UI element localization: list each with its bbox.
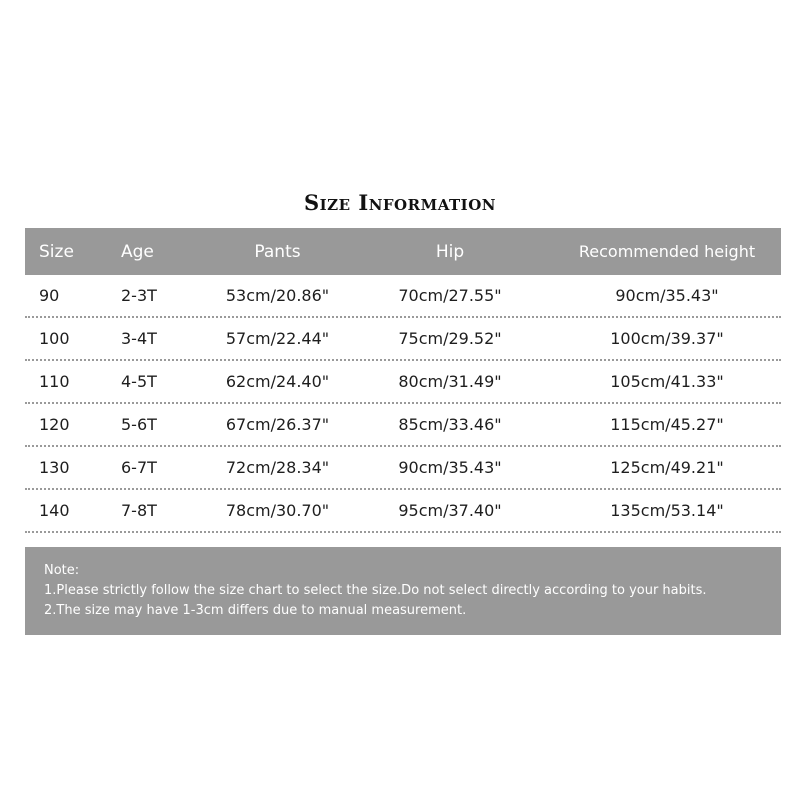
- table-row: [25, 490, 781, 533]
- cell-recommended-height: 100cm/39.37": [610, 328, 724, 348]
- header-hip: Hip: [435, 241, 465, 262]
- cell-pants: 67cm/26.37": [225, 415, 330, 434]
- page-title: Size Information: [304, 190, 496, 215]
- header-recommended-height: Recommended height: [578, 241, 756, 261]
- table-body: [25, 275, 781, 533]
- cell-recommended-height: 135cm/53.14": [610, 500, 724, 520]
- cell-pants: 57cm/22.44": [225, 329, 330, 348]
- cell-recommended-height: 115cm/45.27": [610, 414, 724, 434]
- cell-age: 7-8T: [121, 501, 157, 520]
- cell-age: 3-4T: [121, 329, 157, 348]
- cell-pants: 78cm/30.70": [225, 501, 330, 520]
- size-table: [25, 228, 781, 533]
- table-header: [25, 228, 781, 275]
- cell-age: 2-3T: [121, 286, 157, 305]
- cell-recommended-height: 90cm/35.43": [615, 285, 719, 305]
- cell-age: 6-7T: [121, 458, 157, 477]
- table-row: [25, 318, 781, 361]
- cell-pants: 62cm/24.40": [225, 372, 330, 391]
- note-box: [25, 547, 781, 635]
- cell-size: 90: [39, 286, 60, 305]
- header-size: Size: [39, 241, 74, 262]
- cell-size: 130: [39, 458, 70, 477]
- cell-age: 5-6T: [121, 415, 157, 434]
- cell-hip: 90cm/35.43": [398, 458, 502, 477]
- cell-age: 4-5T: [121, 372, 157, 391]
- cell-hip: 80cm/31.49": [398, 372, 502, 391]
- cell-recommended-height: 105cm/41.33": [610, 371, 724, 391]
- note-line-1: 1.Please strictly follow the size chart to select the size.Do not select directly according to your habits.: [44, 583, 707, 598]
- table-row: [25, 275, 781, 318]
- note-line-2: 2.The size may have 1-3cm differs due to manual measurement.: [44, 603, 467, 618]
- table-row: [25, 361, 781, 404]
- cell-size: 100: [39, 329, 70, 348]
- cell-pants: 72cm/28.34": [225, 458, 330, 477]
- header-pants: Pants: [254, 241, 301, 262]
- cell-hip: 75cm/29.52": [398, 329, 502, 348]
- table-row: [25, 447, 781, 490]
- cell-size: 140: [39, 501, 70, 520]
- cell-size: 110: [39, 372, 70, 391]
- cell-size: 120: [39, 415, 70, 434]
- cell-recommended-height: 125cm/49.21": [610, 457, 724, 477]
- cell-hip: 95cm/37.40": [398, 501, 502, 520]
- cell-pants: 53cm/20.86": [225, 286, 330, 305]
- cell-hip: 70cm/27.55": [398, 286, 502, 305]
- header-age: Age: [121, 241, 154, 262]
- table-row: [25, 404, 781, 447]
- note-heading: Note:: [44, 563, 80, 578]
- cell-hip: 85cm/33.46": [398, 415, 502, 434]
